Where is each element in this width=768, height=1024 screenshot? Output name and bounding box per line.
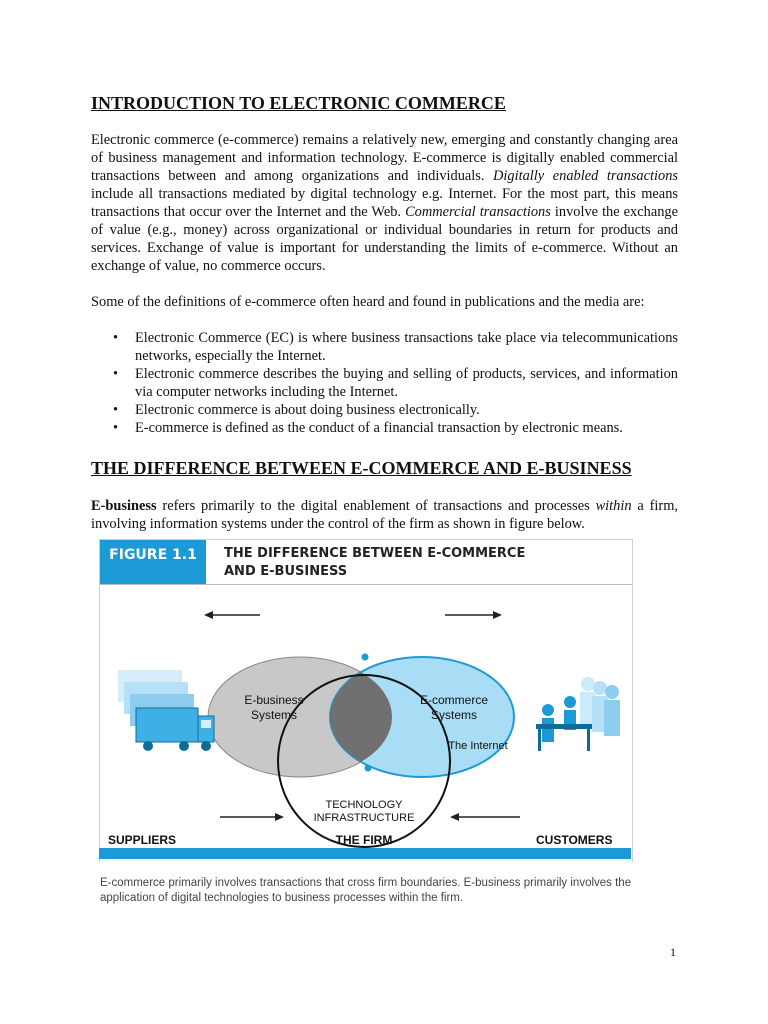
figure-1-1 <box>99 539 633 862</box>
figure-header <box>100 540 632 585</box>
figure-number: FIGURE 1.1 <box>100 540 206 584</box>
heading-difference: THE DIFFERENCE BETWEEN E-COMMERCE AND E-BUSINESS <box>91 458 632 478</box>
figure-caption: E-commerce primarily involves transactions that cross firm boundaries. E-business primarily involves the application of digital technologies to business processes within the firm. <box>100 877 632 904</box>
technology-label: TECHNOLOGY <box>325 799 403 811</box>
firm-label: THE FIRM <box>335 833 393 847</box>
arrow-left-top <box>204 611 260 619</box>
figure-title: THE DIFFERENCE BETWEEN E-COMMERCE AND E-BUSINESS <box>224 546 526 579</box>
paragraph-definitions-intro: Some of the definitions of e-commerce often heard and found in publications and the media are: <box>91 294 645 310</box>
list-item: • E-commerce is defined as the conduct of a financial transaction by electronic means. <box>91 419 678 437</box>
ebusiness-label: E-business <box>244 693 304 707</box>
technology-label: INFRASTRUCTURE <box>313 812 415 824</box>
internet-label: The Internet <box>448 740 508 752</box>
arrow-right-top <box>445 611 502 619</box>
suppliers-label: SUPPLIERS <box>108 833 177 847</box>
list-item: • Electronic commerce is about doing business electronically. <box>91 401 678 419</box>
figure-footer-bar <box>99 848 631 859</box>
arrow-customers-to-firm <box>450 813 520 821</box>
ecommerce-label: E-commerce <box>419 693 489 707</box>
list-item: • Electronic Commerce (EC) is where business transactions take place via telecommunications networks, especially the Internet. <box>91 329 678 365</box>
customers-icon <box>536 677 620 751</box>
ebusiness-label: Systems <box>250 708 298 722</box>
list-item: • Electronic commerce describes the buying and selling of products, services, and information via computer networks including the Internet. <box>91 365 678 401</box>
paragraph-intro: Electronic commerce (e-commerce) remains a relatively new, emerging and constantly changing area of business management and information technology. E-commerce is digitally enabled commercial transactions between and among organizations and individuals. Digitally enabled transactions include all transactions mediated by digital technology e.g. Internet. For the most part, this means transactions that occur over the Internet and the Web. Commercial transactions involve the exchange of value (e.g., money) across organizational or individual boundaries in return for products and services. Exchange of value is important for understanding the limits of e-commerce. Without an exchange of value, no commerce occurs. <box>91 132 678 274</box>
truck-icon <box>118 670 214 751</box>
page-number: 1 <box>670 945 676 959</box>
definitions-list <box>91 329 678 437</box>
venn-diagram <box>100 584 632 889</box>
intersection-dot <box>362 654 369 661</box>
paragraph-ebusiness: E-business refers primarily to the digital enablement of transactions and processes within a firm, involving information systems under the control of the firm as shown in figure below. <box>91 498 678 532</box>
ecommerce-label: Systems <box>430 708 478 722</box>
intersection-dot <box>365 765 372 772</box>
arrow-suppliers-to-firm <box>220 813 284 821</box>
heading-introduction: INTRODUCTION TO ELECTRONIC COMMERCE <box>91 93 506 113</box>
customers-label: CUSTOMERS <box>536 833 613 847</box>
